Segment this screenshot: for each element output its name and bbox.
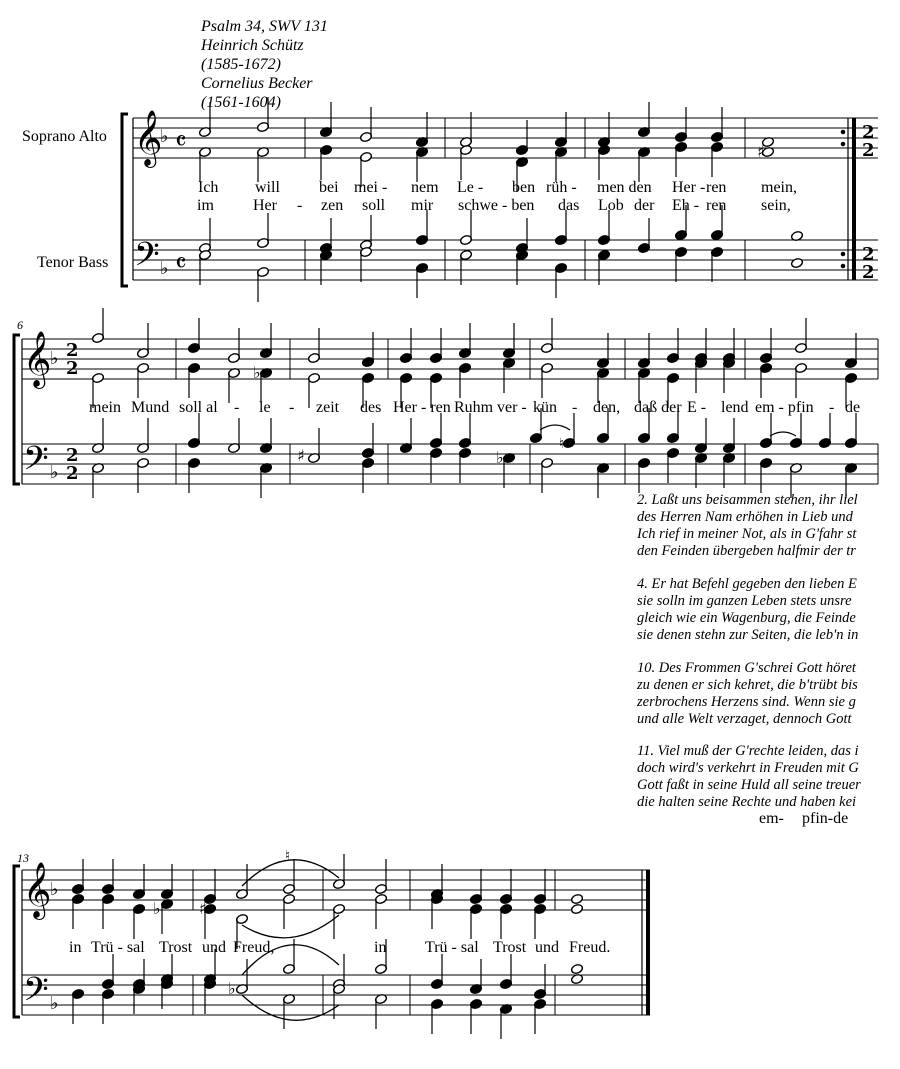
lyric-syllable: Mund: [131, 399, 170, 416]
verse-2: [637, 492, 858, 560]
notehead: [570, 903, 583, 914]
verse-line: des Herren Nam erhöhen in Lieb und: [637, 509, 853, 525]
time-signature-digit: 2: [66, 358, 79, 379]
notehead: [570, 963, 583, 974]
flat-icon: ♭: [253, 363, 261, 382]
treble-clef-icon: 𝄞: [23, 331, 52, 387]
bass-clef-icon: 𝄢: [23, 440, 49, 486]
verse-line: Gott faßt in seine Huld all seine treuer: [637, 777, 861, 793]
tie: [770, 432, 796, 436]
measure-number: 13: [17, 851, 29, 865]
lyric-syllable: den,: [593, 399, 621, 416]
flat-icon: ♭: [153, 899, 161, 918]
sharp-icon: ♯: [297, 446, 305, 465]
lyric-syllable: Her - ren: [393, 399, 451, 416]
lyric-syllable: ren: [706, 197, 727, 214]
common-time-icon: 𝄴: [175, 127, 187, 157]
lyric-syllable: im: [197, 197, 214, 214]
lyric-syllable: Eh -: [672, 197, 700, 214]
verse-line: 11. Viel muß der G'rechte leiden, das i: [637, 743, 859, 759]
lyric-syllable: ren: [706, 179, 727, 196]
lyric-syllable: und: [535, 939, 559, 956]
part-label-tenor-bass: Tenor Bass: [37, 254, 109, 271]
verse-line: gleich wie ein Wagenburg, die Feinde: [637, 610, 856, 626]
flat-icon: ♭: [496, 448, 504, 467]
tie: [540, 425, 570, 430]
lyric-syllable: nem: [411, 179, 439, 196]
natural-icon: ♮: [559, 436, 565, 452]
sharp-icon: ♯: [199, 899, 207, 918]
time-signature-digit: 2: [66, 463, 79, 484]
repeat-dot: [841, 264, 845, 268]
lyric-syllable: rüh -: [546, 179, 577, 196]
lyric-syllable: ben: [512, 179, 536, 196]
lyric-syllable: mein: [89, 399, 121, 416]
measure-number: 6: [17, 318, 23, 332]
lyric-syllable: -: [289, 399, 295, 416]
lyric-syllable: soll: [362, 197, 386, 214]
sharp-icon: ♯: [757, 142, 765, 161]
verse-tail-syllable: pfin-de: [802, 810, 849, 827]
verse-line: 10. Des Frommen G'schrei Gott höret: [637, 660, 856, 676]
lyric-syllable: bei: [319, 179, 339, 196]
credit-title: Psalm 34, SWV 131: [201, 18, 328, 35]
time-signature-digit: 2: [862, 122, 875, 143]
lyric-syllable: Lob: [598, 197, 624, 214]
slur: [242, 860, 339, 886]
notehead: [790, 257, 803, 268]
verse-11: [637, 743, 861, 811]
lyric-syllable: der: [634, 197, 655, 214]
lyric-syllable: mir: [411, 197, 434, 214]
notehead: [570, 893, 583, 904]
treble-clef-icon: 𝄞: [134, 110, 163, 166]
lyric-syllable: Trost: [493, 939, 527, 956]
lyric-syllable: schwe - ben: [458, 197, 535, 214]
lyric-syllable: Her: [253, 197, 277, 214]
lyric-syllable: Le -: [457, 179, 484, 196]
lyric-syllable: das: [558, 197, 580, 214]
verse-line: 2. Laßt uns beisammen stehen, ihr liel: [637, 492, 858, 508]
repeat-dot: [841, 142, 845, 146]
lyric-syllable: will: [255, 179, 280, 196]
common-time-icon: 𝄴: [175, 249, 187, 279]
verse-line: Ich rief in meiner Not, als in G'fahr st: [637, 526, 857, 542]
verse-line: den Feinden übergeben halfmir der tr: [637, 543, 856, 559]
lyric-syllable: -: [297, 197, 303, 214]
lyric-syllable: men den: [597, 179, 652, 196]
lyric-syllable: soll al: [179, 399, 218, 416]
verse-4: [637, 576, 858, 644]
system-bracket: [122, 114, 128, 286]
lyric-syllable: Trost: [159, 939, 193, 956]
flat-icon: ♭: [50, 993, 59, 1014]
lyric-syllable: in: [374, 939, 387, 956]
lyric-syllable: Ich: [198, 179, 219, 196]
time-signature-digit: 2: [66, 445, 79, 466]
lyric-syllable: le: [259, 399, 271, 416]
verse-line: und alle Welt verzaget, dennoch Gott: [637, 711, 852, 727]
verse-line: die halten seine Rechte und haben kei: [637, 794, 857, 810]
lyric-syllable: Ruhm: [454, 399, 494, 416]
credit-poet-dates: (1561-1604): [201, 94, 281, 111]
lyric-syllable: em - pfin: [755, 399, 814, 416]
verse-tail-syllable: em-: [759, 810, 784, 827]
lyric-syllable: in: [69, 939, 82, 956]
time-signature-digit: 2: [862, 262, 875, 283]
verse-line: sie solln im ganzen Leben stets unsre: [637, 593, 852, 609]
lyric-syllable: sein,: [761, 197, 791, 214]
slur: [242, 915, 339, 938]
lyric-syllable: Freud,: [233, 939, 275, 956]
lyric-syllable: Trü - sal: [91, 939, 145, 956]
part-label-soprano-alto: Soprano Alto: [22, 128, 107, 145]
lyric-syllable: -: [572, 399, 578, 416]
bass-clef-icon: 𝄢: [23, 971, 49, 1017]
time-signature-digit: 2: [862, 244, 875, 265]
lyric-syllable: mei -: [354, 179, 388, 196]
flat-icon: ♭: [228, 979, 236, 998]
flat-icon: ♭: [50, 348, 59, 369]
lyric-syllable: des: [360, 399, 382, 416]
credit-composer: Heinrich Schütz: [201, 37, 304, 54]
lyric-syllable: ver -: [497, 399, 527, 416]
lyric-syllable: daß der: [634, 399, 682, 416]
flat-icon: ♭: [50, 462, 59, 483]
lyric-syllable: zeit: [316, 399, 340, 416]
flat-icon: ♭: [160, 258, 169, 279]
bass-clef-icon: 𝄢: [134, 236, 160, 282]
verse-line: 4. Er hat Befehl gegeben den lieben E: [637, 576, 857, 592]
lyric-syllable: mein,: [761, 179, 797, 196]
lyric-syllable: lend: [721, 399, 749, 416]
verse-line: zu denen er sich kehret, die b'trübt bis: [637, 677, 858, 693]
lyric-syllable: -: [829, 399, 835, 416]
system-bracket: [14, 866, 20, 1017]
verse-line: sie denen stehn zur Seiten, die leb'n in: [637, 627, 859, 643]
time-signature-digit: 2: [862, 140, 875, 161]
system-bracket: [14, 335, 20, 484]
repeat-dot: [841, 130, 845, 134]
credit-poet: Cornelius Becker: [201, 75, 313, 92]
verse-line: doch wird's verkehrt in Freuden mit G: [637, 760, 859, 776]
repeat-dot: [841, 252, 845, 256]
lyric-syllable: Her -: [672, 179, 706, 196]
verse-line: zerbrochens Herzens sind. Wenn sie g: [637, 694, 856, 710]
lyric-syllable: zen: [321, 197, 344, 214]
natural-icon: ♮: [285, 848, 291, 864]
flat-icon: ♭: [160, 126, 169, 147]
flat-icon: ♭: [50, 879, 59, 900]
lyric-syllable: und: [202, 939, 226, 956]
verse-10: [637, 660, 858, 728]
lyric-syllable: Trü - sal: [425, 939, 479, 956]
lyric-syllable: de: [845, 399, 861, 416]
treble-clef-icon: 𝄞: [23, 862, 52, 918]
lyric-syllable: kün: [533, 399, 557, 416]
lyric-syllable: Freud.: [569, 939, 611, 956]
lyric-syllable: E -: [687, 399, 707, 416]
credit-composer-dates: (1585-1672): [201, 56, 281, 73]
time-signature-digit: 2: [66, 340, 79, 361]
lyric-syllable: -: [234, 399, 240, 416]
